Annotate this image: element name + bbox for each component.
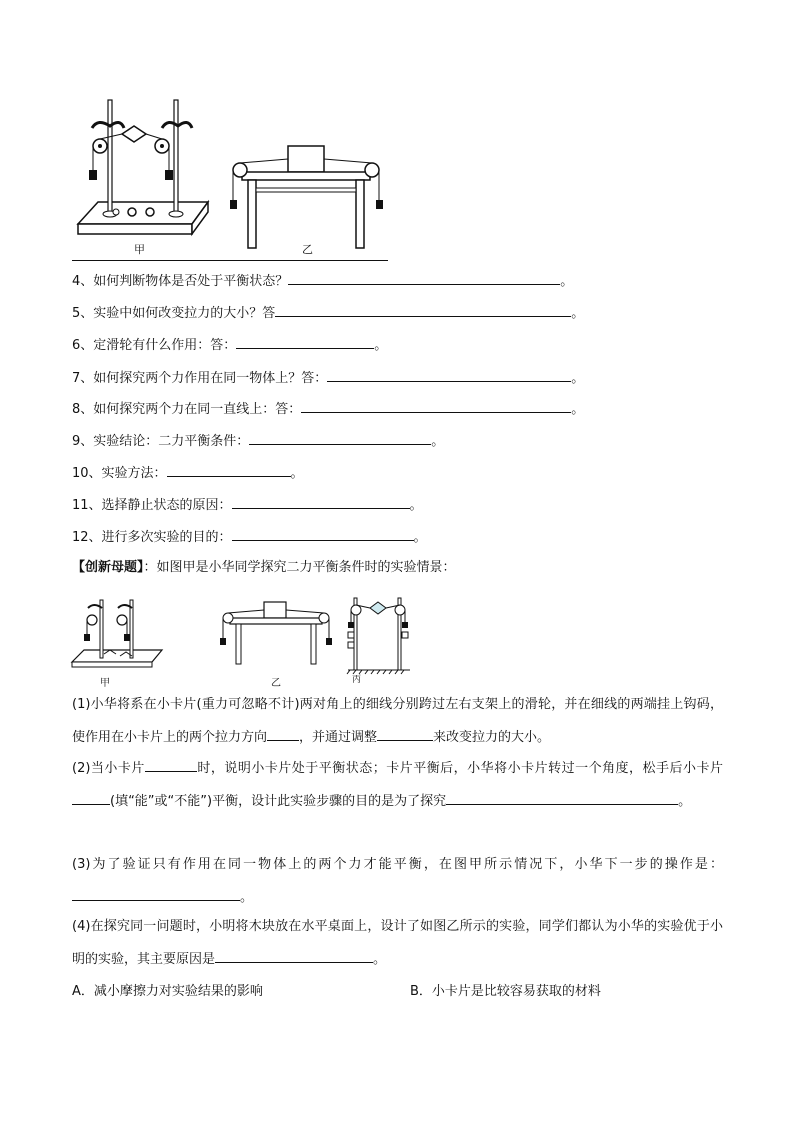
part-3-text-b: 。	[240, 890, 254, 905]
figure-2-label-b: 乙	[271, 678, 281, 689]
innovation-heading	[72, 558, 456, 578]
question-10-end: 。	[290, 466, 304, 481]
part-1-text-c: 来改变拉力的大小。	[433, 730, 551, 745]
question-12-end: 。	[413, 530, 427, 545]
question-4-text: 4、如何判断物体是否处于平衡状态？	[72, 274, 289, 289]
question-6	[72, 334, 387, 356]
figure-1	[70, 96, 390, 264]
innovation-tag: 【创新母题】	[72, 560, 144, 575]
figure-2-drawing	[70, 592, 430, 686]
question-5-blank[interactable]	[275, 302, 571, 317]
option-a[interactable]: A．减小摩擦力对实验结果的影响	[72, 984, 263, 999]
part-3	[72, 848, 723, 914]
question-7	[72, 367, 584, 389]
part-2-blank-1[interactable]	[145, 757, 197, 772]
part-2-blank-2[interactable]	[72, 790, 110, 805]
figure-1-rule	[72, 260, 388, 261]
question-12-blank[interactable]	[232, 526, 414, 541]
part-4-text-a: (4)在探究同一问题时，小明将木块放在水平桌面上，设计了如图乙所示的实验，同学们都认为小华的实验优于小明的实验，其主要原因是	[72, 919, 723, 967]
question-9	[72, 430, 444, 452]
figure-1-label-b: 乙	[302, 243, 313, 256]
question-11-end: 。	[409, 498, 423, 513]
question-5-text: 5、实验中如何改变拉力的大小？答	[72, 306, 276, 321]
part-4-blank[interactable]	[215, 948, 373, 963]
question-9-blank[interactable]	[249, 430, 431, 445]
question-10-blank[interactable]	[167, 462, 291, 477]
question-10-text: 10、实验方法：	[72, 466, 167, 481]
question-8-blank[interactable]	[301, 398, 571, 413]
question-8-text: 8、如何探究两个力在同一直线上：答：	[72, 402, 302, 417]
question-9-text: 9、实验结论：二力平衡条件：	[72, 434, 250, 449]
figure-2	[70, 592, 430, 686]
figure-2-label-c: 丙	[352, 675, 362, 685]
part-2-text-b: 时，说明小卡片处于平衡状态；卡片平衡后，小华将小卡片转过一个角度，松手后小卡片	[196, 761, 723, 776]
part-1-blank-2[interactable]	[377, 726, 433, 741]
question-5	[72, 302, 584, 324]
part-4	[72, 910, 723, 976]
question-6-end: 。	[374, 338, 388, 353]
question-12	[72, 526, 427, 548]
question-7-blank[interactable]	[327, 367, 571, 382]
part-4-text-b: 。	[373, 952, 387, 967]
part-2-text-c: (填“能”或“不能”)平衡，设计此实验步骤的目的是为了探究	[110, 794, 447, 809]
part-2-text-d: 。	[678, 794, 692, 809]
question-6-text: 6、定滑轮有什么作用：答：	[72, 338, 237, 353]
question-10	[72, 462, 304, 484]
innovation-intro: ：如图甲是小华同学探究二力平衡条件时的实验情景：	[143, 560, 456, 575]
figure-1-label-a: 甲	[134, 243, 145, 256]
part-3-text-a: (3)为了验证只有作用在同一物体上的两个力才能平衡，在图甲所示情况下，小华下一步的操作是：	[72, 857, 723, 872]
question-4	[72, 270, 573, 292]
part-1-text-a: (1)小华将系在小卡片(重力可忽略不计)两对角上的细线分别跨过左右支架上的滑轮，并在细线的两端挂上钩码，使作用在小卡片上的两个拉力方向	[72, 697, 723, 745]
question-5-end: 。	[571, 306, 585, 321]
question-4-blank[interactable]	[288, 270, 560, 285]
question-11-text: 11、选择静止状态的原因：	[72, 498, 232, 513]
question-11-blank[interactable]	[232, 494, 410, 509]
part-1	[72, 688, 723, 754]
part-2-text-a: (2)当小卡片	[72, 761, 145, 776]
figure-2-label-a: 甲	[100, 678, 110, 689]
part-1-blank-1[interactable]	[267, 726, 299, 741]
question-11	[72, 494, 423, 516]
question-7-text: 7、如何探究两个力作用在同一物体上？答：	[72, 371, 328, 386]
part-2-blank-3[interactable]	[446, 790, 678, 805]
question-7-end: 。	[571, 371, 585, 386]
part-2	[72, 752, 723, 818]
option-b[interactable]: B．小卡片是比较容易获取的材料	[410, 984, 601, 999]
part-1-text-b: ，并通过调整	[299, 730, 378, 745]
figure-1-drawing	[70, 96, 390, 264]
question-9-end: 。	[431, 434, 445, 449]
question-12-text: 12、进行多次实验的目的：	[72, 530, 232, 545]
question-8-end: 。	[571, 402, 585, 417]
question-4-end: 。	[560, 274, 574, 289]
question-8	[72, 398, 584, 420]
part-3-blank[interactable]	[72, 886, 240, 901]
question-6-blank[interactable]	[236, 334, 374, 349]
